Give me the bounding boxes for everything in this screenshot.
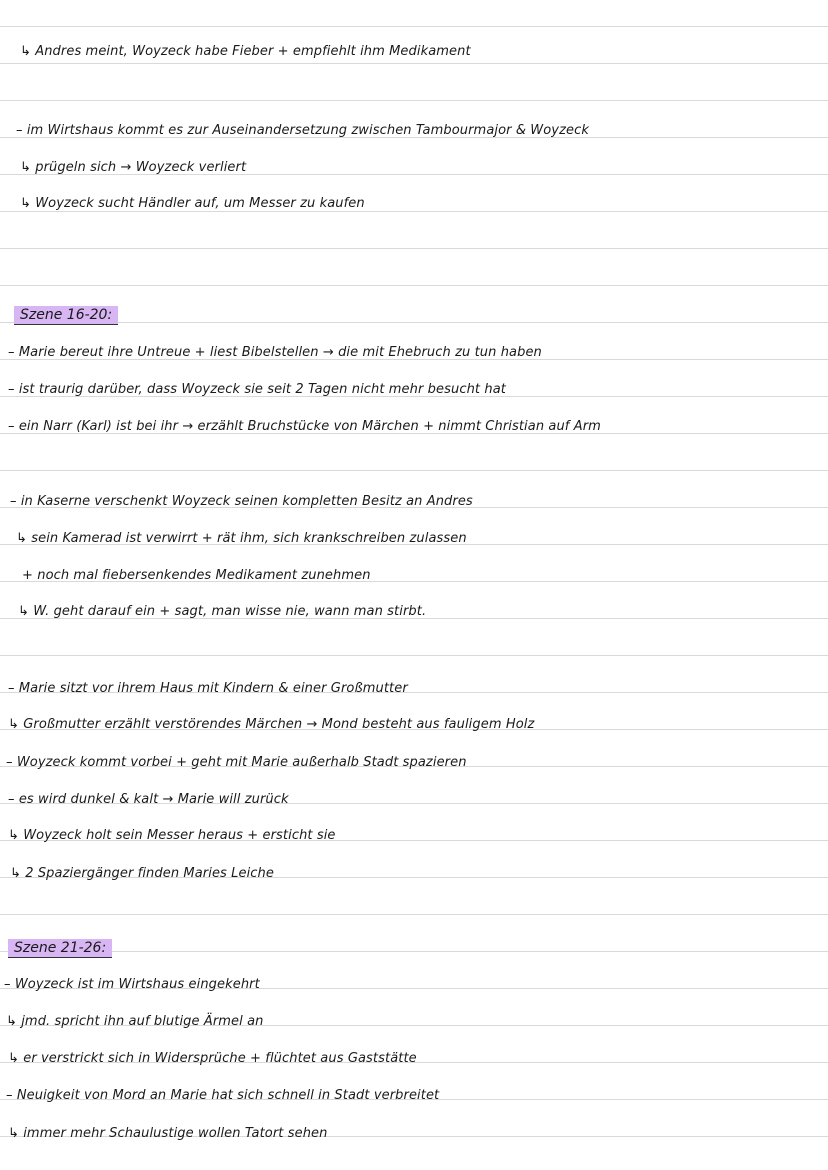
note-line: ↳ Großmutter erzählt verstörendes Märchen → Mond besteht aus fauligem Holz [8,717,535,732]
note-line: + noch mal fiebersenkendes Medikament zunehmen [22,568,371,583]
note-line: – in Kaserne verschenkt Woyzeck seinen kompletten Besitz an Andres [10,494,473,509]
note-line: ↳ Woyzeck sucht Händler auf, um Messer zu kaufen [20,196,365,211]
note-line: – ist traurig darüber, dass Woyzeck sie seit 2 Tagen nicht mehr besucht hat [8,382,506,397]
note-line: ↳ W. geht darauf ein + sagt, man wisse nie, wann man stirbt. [18,604,427,619]
note-line: – im Wirtshaus kommt es zur Auseinandersetzung zwischen Tambourmajor & Woyzeck [16,123,589,138]
note-line: – Marie sitzt vor ihrem Haus mit Kindern & einer Großmutter [8,681,408,696]
note-line: – ein Narr (Karl) ist bei ihr → erzählt Bruchstücke von Märchen + nimmt Christian auf Arm [8,419,601,434]
note-line: ↳ jmd. spricht ihn auf blutige Ärmel an [6,1014,264,1029]
note-line: ↳ Andres meint, Woyzeck habe Fieber + empfiehlt ihm Medikament [20,44,471,59]
section-heading: Szene 21-26: [8,939,112,958]
note-line: ↳ sein Kamerad ist verwirrt + rät ihm, sich krankschreiben zulassen [16,531,467,546]
note-line: ↳ immer mehr Schaulustige wollen Tatort sehen [8,1126,328,1141]
note-line: – Woyzeck kommt vorbei + geht mit Marie außerhalb Stadt spazieren [6,755,467,770]
section-heading: Szene 16-20: [14,306,118,325]
note-line: – es wird dunkel & kalt → Marie will zurück [8,792,289,807]
note-line: ↳ prügeln sich → Woyzeck verliert [20,160,247,175]
note-line: – Woyzeck ist im Wirtshaus eingekehrt [4,977,260,992]
note-line: ↳ er verstrickt sich in Widersprüche + flüchtet aus Gaststätte [8,1051,417,1066]
note-line: – Neuigkeit von Mord an Marie hat sich schnell in Stadt verbreitet [6,1088,440,1103]
note-line: ↳ Woyzeck holt sein Messer heraus + ersticht sie [8,828,336,843]
note-line: – Marie bereut ihre Untreue + liest Bibelstellen → die mit Ehebruch zu tun haben [8,345,542,360]
note-line: ↳ 2 Spaziergänger finden Maries Leiche [10,866,274,881]
